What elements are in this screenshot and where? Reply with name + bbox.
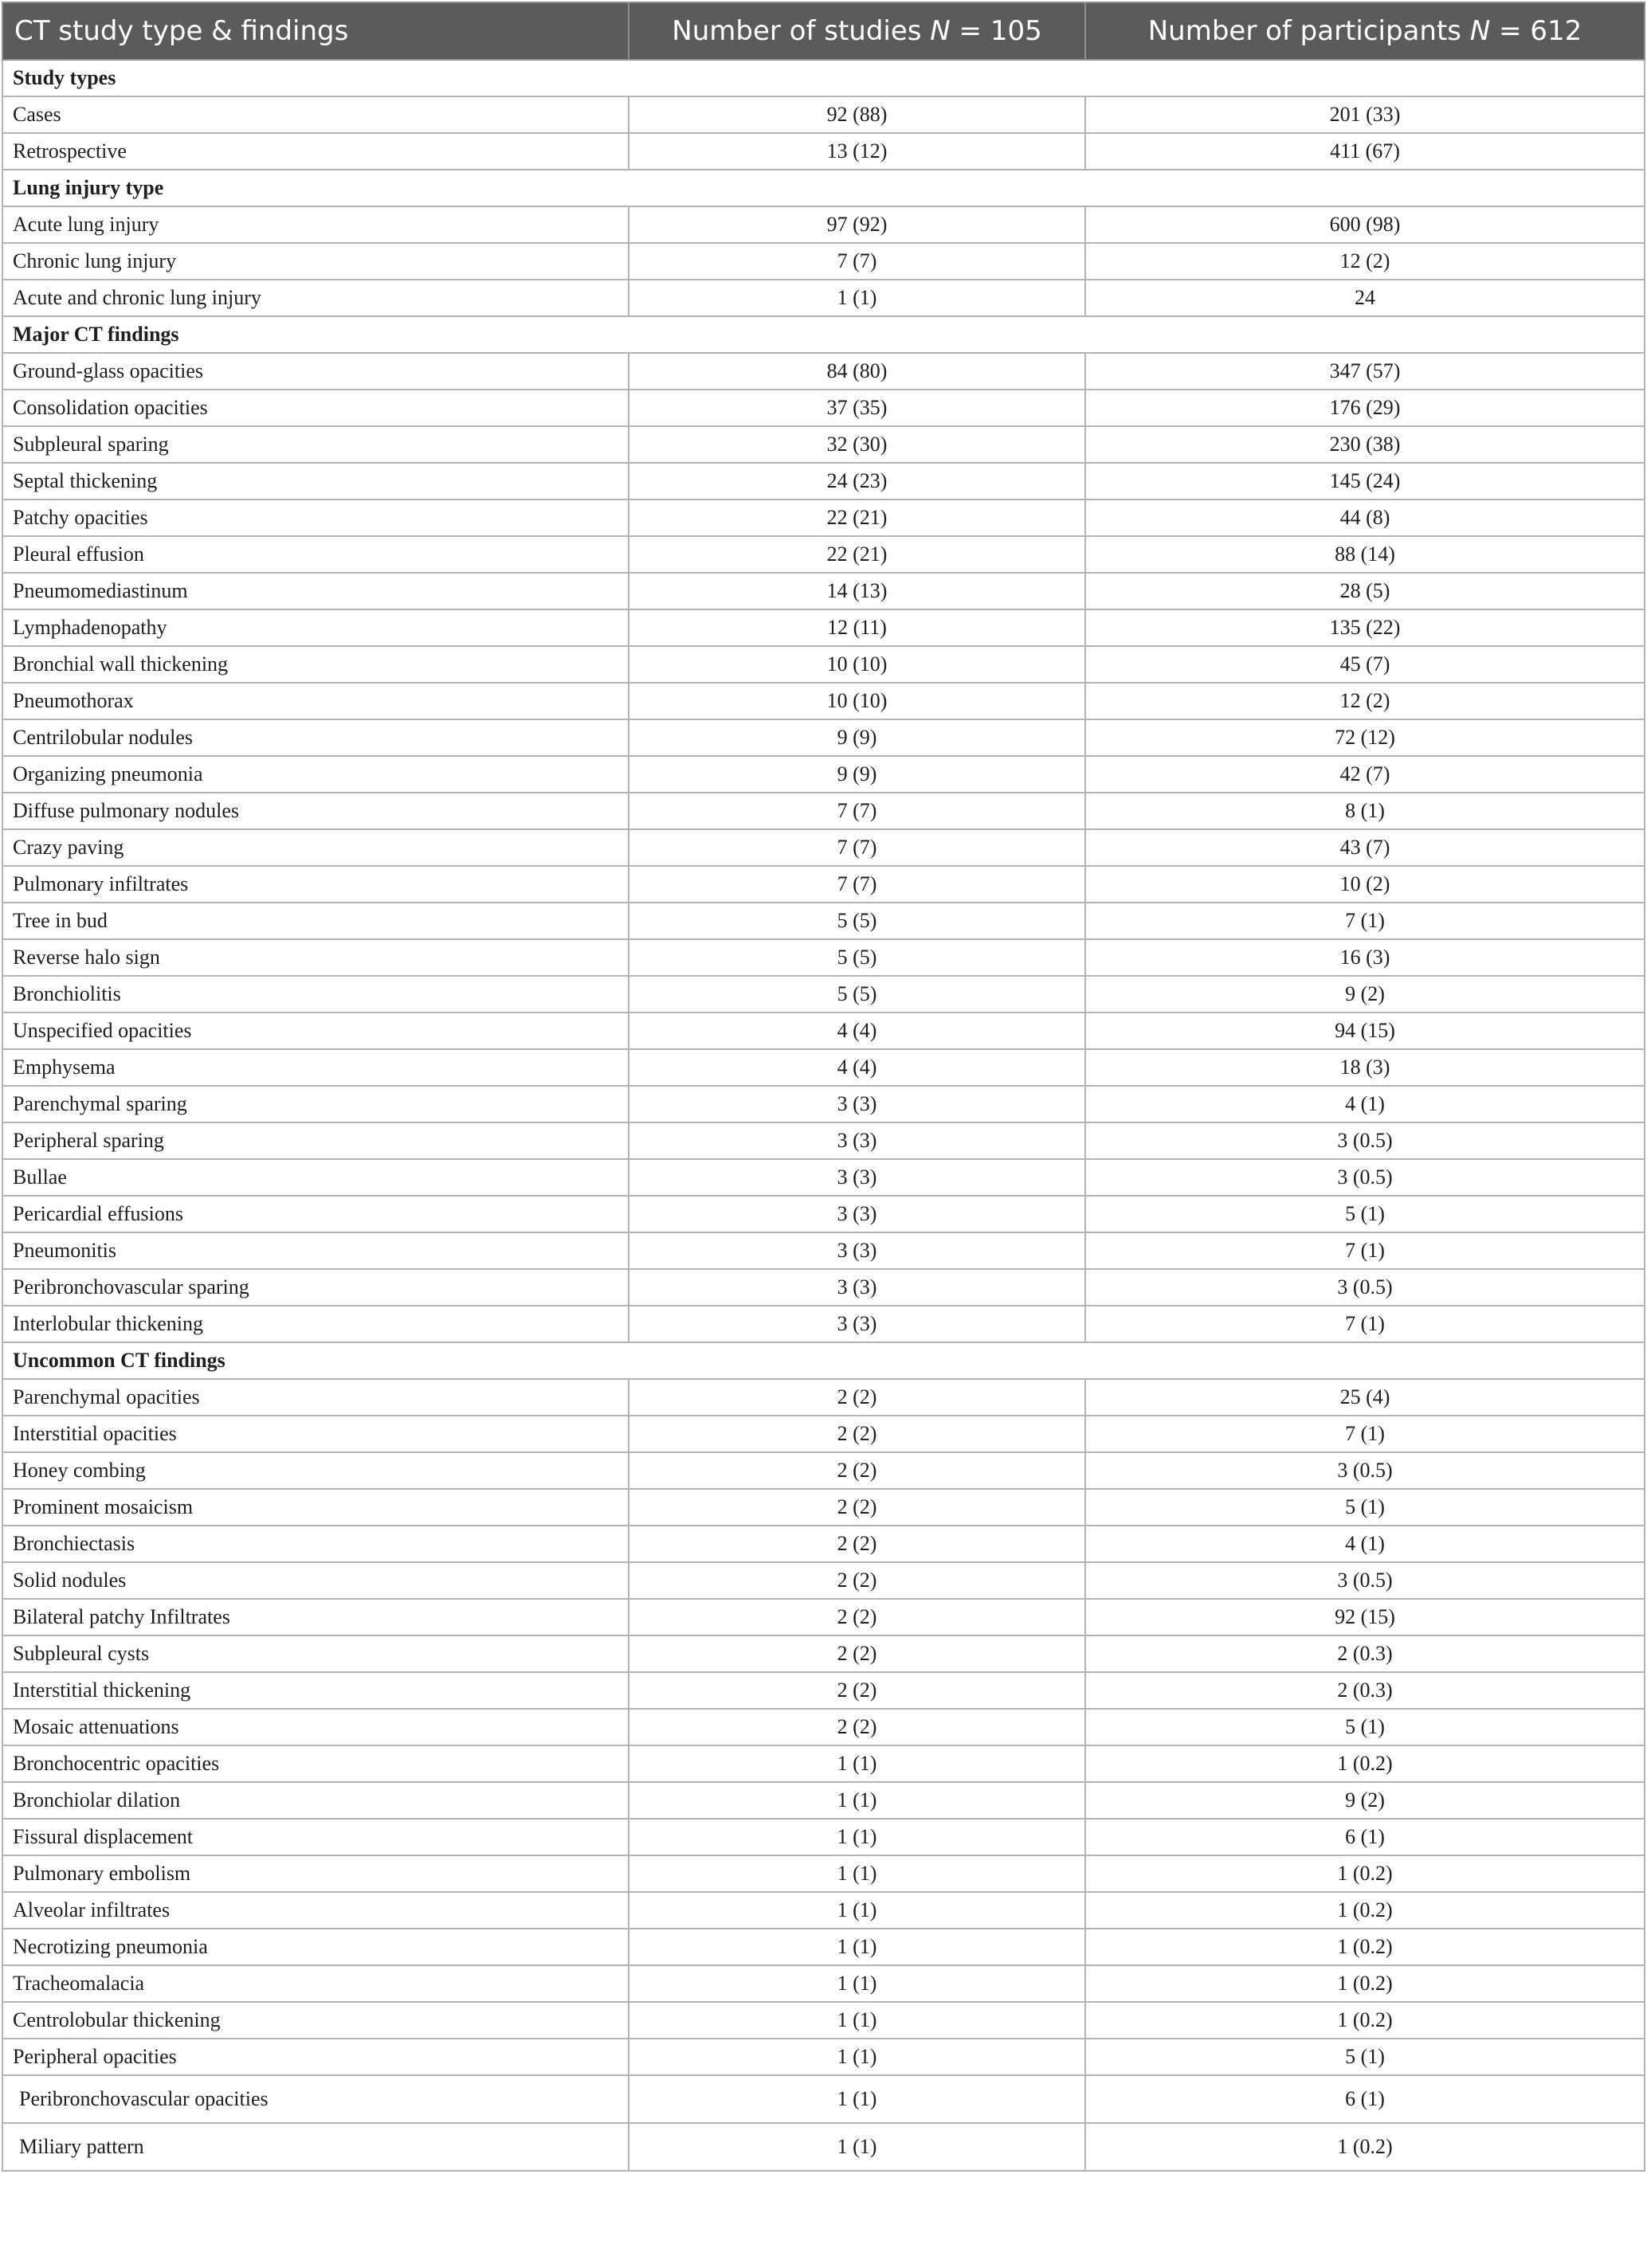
finding-label: Pneumomediastinum — [2, 573, 629, 609]
studies-count: 1 (1) — [629, 1782, 1085, 1819]
studies-count: 37 (35) — [629, 390, 1085, 426]
table-row — [2, 756, 1645, 793]
table-row — [2, 133, 1645, 170]
table-row — [2, 1196, 1645, 1232]
table-row — [2, 463, 1645, 499]
studies-count: 2 (2) — [629, 1489, 1085, 1526]
table-header — [2, 2, 1645, 60]
participants-count: 2 (0.3) — [1085, 1635, 1645, 1672]
studies-count: 97 (92) — [629, 206, 1085, 243]
participants-count: 9 (2) — [1085, 976, 1645, 1013]
participants-count: 8 (1) — [1085, 793, 1645, 829]
table-row — [2, 1416, 1645, 1452]
studies-count: 1 (1) — [629, 280, 1085, 316]
studies-count: 1 (1) — [629, 2075, 1085, 2123]
participants-count: 3 (0.5) — [1085, 1122, 1645, 1159]
participants-count: 72 (12) — [1085, 719, 1645, 756]
table-row — [2, 1159, 1645, 1196]
table-row — [2, 499, 1645, 536]
header-row — [2, 2, 1645, 60]
participants-count: 4 (1) — [1085, 1086, 1645, 1122]
table-row — [2, 243, 1645, 280]
finding-label: Bilateral patchy Infiltrates — [2, 1599, 629, 1635]
table-row — [2, 1526, 1645, 1562]
participants-count: 45 (7) — [1085, 646, 1645, 683]
participants-count: 28 (5) — [1085, 573, 1645, 609]
finding-label: Acute and chronic lung injury — [2, 280, 629, 316]
studies-count: 1 (1) — [629, 1892, 1085, 1929]
finding-label: Pulmonary embolism — [2, 1855, 629, 1892]
participants-count: 42 (7) — [1085, 756, 1645, 793]
table-row — [2, 280, 1645, 316]
table-row — [2, 1086, 1645, 1122]
participants-count: 94 (15) — [1085, 1013, 1645, 1049]
table-row — [2, 1122, 1645, 1159]
finding-label: Reverse halo sign — [2, 939, 629, 976]
section-row — [2, 60, 1645, 96]
header-ct-study-type-label: CT study type & findings — [14, 15, 349, 47]
studies-count: 4 (4) — [629, 1049, 1085, 1086]
studies-count: 7 (7) — [629, 793, 1085, 829]
studies-count: 1 (1) — [629, 1819, 1085, 1855]
studies-count: 3 (3) — [629, 1306, 1085, 1342]
participants-count: 3 (0.5) — [1085, 1562, 1645, 1599]
finding-label: Parenchymal sparing — [2, 1086, 629, 1122]
header-ct-study-type — [2, 2, 629, 60]
table-row — [2, 536, 1645, 573]
finding-label: Interlobular thickening — [2, 1306, 629, 1342]
table-row — [2, 1672, 1645, 1709]
studies-count: 7 (7) — [629, 866, 1085, 903]
table-row — [2, 353, 1645, 390]
table-row — [2, 1379, 1645, 1416]
table-row — [2, 829, 1645, 866]
participants-count: 1 (0.2) — [1085, 1965, 1645, 2002]
participants-count: 12 (2) — [1085, 243, 1645, 280]
participants-count: 176 (29) — [1085, 390, 1645, 426]
studies-count: 2 (2) — [629, 1526, 1085, 1562]
finding-label: Peribronchovascular opacities — [2, 2075, 629, 2123]
studies-count: 2 (2) — [629, 1452, 1085, 1489]
participants-count: 24 — [1085, 280, 1645, 316]
studies-count: 2 (2) — [629, 1379, 1085, 1416]
finding-label: Necrotizing pneumonia — [2, 1929, 629, 1965]
participants-count: 5 (1) — [1085, 1709, 1645, 1745]
table-row — [2, 1892, 1645, 1929]
studies-count: 9 (9) — [629, 719, 1085, 756]
table-row — [2, 1855, 1645, 1892]
participants-count: 7 (1) — [1085, 1306, 1645, 1342]
participants-count: 88 (14) — [1085, 536, 1645, 573]
table-row — [2, 1745, 1645, 1782]
table-row — [2, 1232, 1645, 1269]
finding-label: Diffuse pulmonary nodules — [2, 793, 629, 829]
finding-label: Bronchocentric opacities — [2, 1745, 629, 1782]
participants-count: 2 (0.3) — [1085, 1672, 1645, 1709]
participants-count: 4 (1) — [1085, 1526, 1645, 1562]
finding-label: Subpleural cysts — [2, 1635, 629, 1672]
table-row — [2, 390, 1645, 426]
participants-count: 1 (0.2) — [1085, 1855, 1645, 1892]
table-row — [2, 1599, 1645, 1635]
participants-count: 10 (2) — [1085, 866, 1645, 903]
participants-count: 600 (98) — [1085, 206, 1645, 243]
finding-label: Pericardial effusions — [2, 1196, 629, 1232]
participants-count: 1 (0.2) — [1085, 2123, 1645, 2171]
table-row — [2, 1782, 1645, 1819]
header-number-of-participants — [1085, 2, 1645, 60]
finding-label: Centrolobular thickening — [2, 2002, 629, 2039]
table-row — [2, 1562, 1645, 1599]
participants-count: 1 (0.2) — [1085, 1892, 1645, 1929]
header-participants-n: N — [1469, 15, 1491, 47]
finding-label: Pneumonitis — [2, 1232, 629, 1269]
table-row — [2, 1929, 1645, 1965]
table-row — [2, 683, 1645, 719]
header-participants-prefix: Number of participants — [1147, 15, 1470, 47]
table-row — [2, 426, 1645, 463]
table-row — [2, 1306, 1645, 1342]
table-row — [2, 646, 1645, 683]
studies-count: 92 (88) — [629, 96, 1085, 133]
studies-count: 3 (3) — [629, 1196, 1085, 1232]
studies-count: 1 (1) — [629, 1929, 1085, 1965]
studies-count: 2 (2) — [629, 1709, 1085, 1745]
finding-label: Patchy opacities — [2, 499, 629, 536]
participants-count: 230 (38) — [1085, 426, 1645, 463]
studies-count: 32 (30) — [629, 426, 1085, 463]
finding-label: Peripheral sparing — [2, 1122, 629, 1159]
finding-label: Tracheomalacia — [2, 1965, 629, 2002]
finding-label: Pulmonary infiltrates — [2, 866, 629, 903]
participants-count: 16 (3) — [1085, 939, 1645, 976]
participants-count: 43 (7) — [1085, 829, 1645, 866]
finding-label: Parenchymal opacities — [2, 1379, 629, 1416]
participants-count: 3 (0.5) — [1085, 1269, 1645, 1306]
table-row — [2, 1709, 1645, 1745]
finding-label: Bronchiolar dilation — [2, 1782, 629, 1819]
studies-count: 2 (2) — [629, 1416, 1085, 1452]
section-heading: Study types — [2, 60, 1645, 96]
studies-count: 84 (80) — [629, 353, 1085, 390]
finding-label: Ground-glass opacities — [2, 353, 629, 390]
studies-count: 3 (3) — [629, 1122, 1085, 1159]
participants-count: 5 (1) — [1085, 1196, 1645, 1232]
header-participants-suffix: = 612 — [1490, 15, 1582, 47]
studies-count: 5 (5) — [629, 976, 1085, 1013]
participants-count: 145 (24) — [1085, 463, 1645, 499]
finding-label: Organizing pneumonia — [2, 756, 629, 793]
finding-label: Unspecified opacities — [2, 1013, 629, 1049]
participants-count: 5 (1) — [1085, 1489, 1645, 1526]
finding-label: Acute lung injury — [2, 206, 629, 243]
section-heading: Major CT findings — [2, 316, 1645, 353]
finding-label: Solid nodules — [2, 1562, 629, 1599]
table-row — [2, 96, 1645, 133]
finding-label: Peripheral opacities — [2, 2039, 629, 2075]
section-heading: Uncommon CT findings — [2, 1342, 1645, 1379]
table-row — [2, 793, 1645, 829]
section-row — [2, 1342, 1645, 1379]
participants-count: 44 (8) — [1085, 499, 1645, 536]
studies-count: 3 (3) — [629, 1269, 1085, 1306]
table-body — [2, 60, 1645, 2171]
studies-count: 5 (5) — [629, 903, 1085, 939]
studies-count: 7 (7) — [629, 243, 1085, 280]
studies-count: 3 (3) — [629, 1086, 1085, 1122]
participants-count: 3 (0.5) — [1085, 1452, 1645, 1489]
table-row — [2, 2002, 1645, 2039]
finding-label: Pleural effusion — [2, 536, 629, 573]
table-row — [2, 1489, 1645, 1526]
finding-label: Honey combing — [2, 1452, 629, 1489]
studies-count: 9 (9) — [629, 756, 1085, 793]
studies-count: 24 (23) — [629, 463, 1085, 499]
studies-count: 10 (10) — [629, 683, 1085, 719]
participants-count: 411 (67) — [1085, 133, 1645, 170]
participants-count: 5 (1) — [1085, 2039, 1645, 2075]
studies-count: 22 (21) — [629, 536, 1085, 573]
participants-count: 135 (22) — [1085, 609, 1645, 646]
finding-label: Bronchiolitis — [2, 976, 629, 1013]
finding-label: Bronchiectasis — [2, 1526, 629, 1562]
table-row — [2, 1269, 1645, 1306]
finding-label: Lymphadenopathy — [2, 609, 629, 646]
header-studies-suffix: = 105 — [950, 15, 1042, 47]
header-number-of-studies — [629, 2, 1085, 60]
participants-count: 7 (1) — [1085, 1232, 1645, 1269]
table-row — [2, 1819, 1645, 1855]
table-row — [2, 2123, 1645, 2171]
table-row — [2, 1013, 1645, 1049]
studies-count: 12 (11) — [629, 609, 1085, 646]
table-row — [2, 903, 1645, 939]
studies-count: 1 (1) — [629, 2123, 1085, 2171]
table-row — [2, 2039, 1645, 2075]
finding-label: Crazy paving — [2, 829, 629, 866]
finding-label: Tree in bud — [2, 903, 629, 939]
section-row — [2, 170, 1645, 206]
finding-label: Emphysema — [2, 1049, 629, 1086]
participants-count: 3 (0.5) — [1085, 1159, 1645, 1196]
table-row — [2, 976, 1645, 1013]
finding-label: Bronchial wall thickening — [2, 646, 629, 683]
studies-count: 1 (1) — [629, 1965, 1085, 2002]
finding-label: Fissural displacement — [2, 1819, 629, 1855]
studies-count: 22 (21) — [629, 499, 1085, 536]
table-row — [2, 1635, 1645, 1672]
participants-count: 12 (2) — [1085, 683, 1645, 719]
studies-count: 3 (3) — [629, 1232, 1085, 1269]
participants-count: 7 (1) — [1085, 903, 1645, 939]
finding-label: Pneumothorax — [2, 683, 629, 719]
table-row — [2, 1452, 1645, 1489]
studies-count: 1 (1) — [629, 1745, 1085, 1782]
studies-count: 2 (2) — [629, 1672, 1085, 1709]
studies-count: 3 (3) — [629, 1159, 1085, 1196]
table-row — [2, 573, 1645, 609]
participants-count: 1 (0.2) — [1085, 1929, 1645, 1965]
studies-count: 2 (2) — [629, 1562, 1085, 1599]
finding-label: Prominent mosaicism — [2, 1489, 629, 1526]
participants-count: 25 (4) — [1085, 1379, 1645, 1416]
table-row — [2, 609, 1645, 646]
studies-count: 1 (1) — [629, 1855, 1085, 1892]
table-row — [2, 719, 1645, 756]
table-row — [2, 1965, 1645, 2002]
table-row — [2, 2075, 1645, 2123]
finding-label: Cases — [2, 96, 629, 133]
studies-count: 2 (2) — [629, 1599, 1085, 1635]
finding-label: Peribronchovascular sparing — [2, 1269, 629, 1306]
finding-label: Retrospective — [2, 133, 629, 170]
studies-count: 14 (13) — [629, 573, 1085, 609]
participants-count: 1 (0.2) — [1085, 1745, 1645, 1782]
finding-label: Septal thickening — [2, 463, 629, 499]
participants-count: 18 (3) — [1085, 1049, 1645, 1086]
table-row — [2, 1049, 1645, 1086]
participants-count: 201 (33) — [1085, 96, 1645, 133]
finding-label: Mosaic attenuations — [2, 1709, 629, 1745]
finding-label: Chronic lung injury — [2, 243, 629, 280]
ct-findings-table — [2, 2, 1645, 2172]
finding-label: Miliary pattern — [2, 2123, 629, 2171]
participants-count: 92 (15) — [1085, 1599, 1645, 1635]
participants-count: 6 (1) — [1085, 1819, 1645, 1855]
studies-count: 13 (12) — [629, 133, 1085, 170]
section-row — [2, 316, 1645, 353]
finding-label: Alveolar infiltrates — [2, 1892, 629, 1929]
table-row — [2, 939, 1645, 976]
studies-count: 2 (2) — [629, 1635, 1085, 1672]
finding-label: Bullae — [2, 1159, 629, 1196]
studies-count: 10 (10) — [629, 646, 1085, 683]
finding-label: Consolidation opacities — [2, 390, 629, 426]
studies-count: 7 (7) — [629, 829, 1085, 866]
studies-count: 1 (1) — [629, 2039, 1085, 2075]
finding-label: Interstitial thickening — [2, 1672, 629, 1709]
table-row — [2, 206, 1645, 243]
table-row — [2, 866, 1645, 903]
header-studies-n: N — [930, 15, 951, 47]
finding-label: Interstitial opacities — [2, 1416, 629, 1452]
studies-count: 1 (1) — [629, 2002, 1085, 2039]
participants-count: 347 (57) — [1085, 353, 1645, 390]
header-studies-prefix: Number of studies — [672, 15, 931, 47]
participants-count: 6 (1) — [1085, 2075, 1645, 2123]
studies-count: 4 (4) — [629, 1013, 1085, 1049]
participants-count: 1 (0.2) — [1085, 2002, 1645, 2039]
participants-count: 7 (1) — [1085, 1416, 1645, 1452]
finding-label: Subpleural sparing — [2, 426, 629, 463]
participants-count: 9 (2) — [1085, 1782, 1645, 1819]
studies-count: 5 (5) — [629, 939, 1085, 976]
finding-label: Centrilobular nodules — [2, 719, 629, 756]
section-heading: Lung injury type — [2, 170, 1645, 206]
